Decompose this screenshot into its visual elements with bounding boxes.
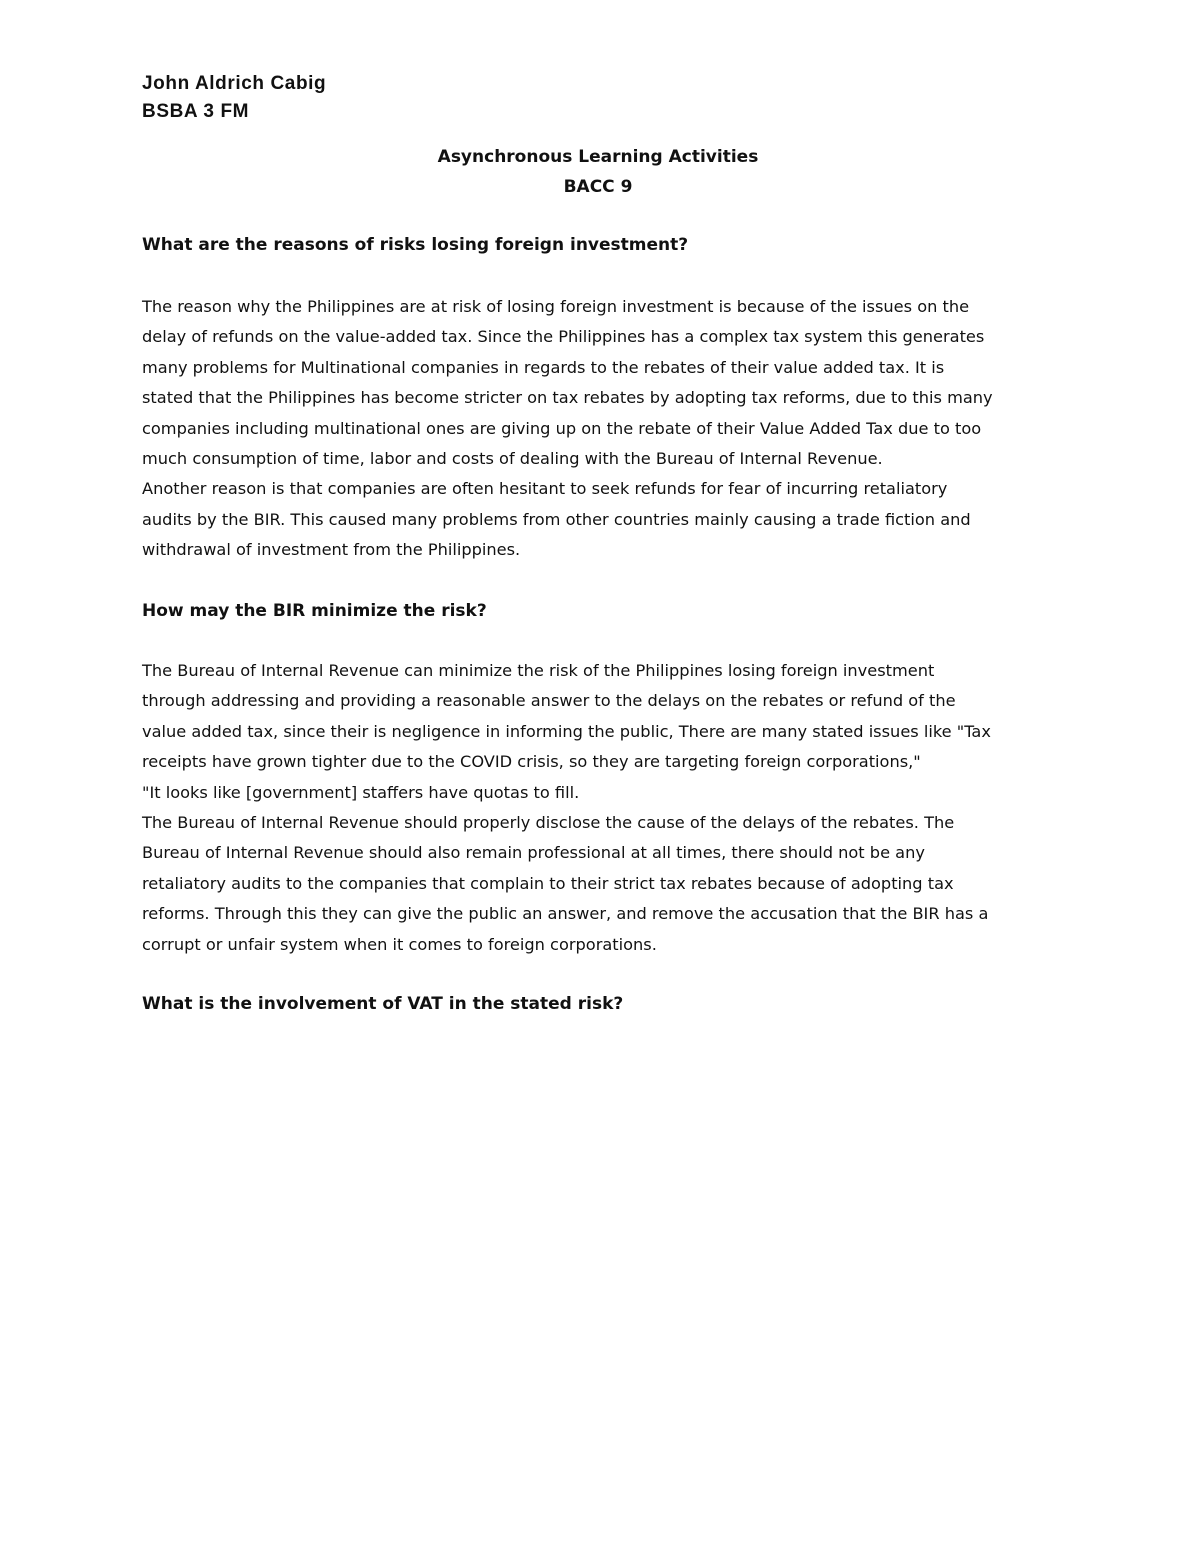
text-line: Bureau of Internal Revenue should also remain professional at all times, there should not be any [142, 843, 925, 863]
document-title: Asynchronous Learning Activities [437, 147, 759, 167]
text-line: receipts have grown tighter due to the COVID crisis, so they are targeting foreign corporations," [142, 752, 921, 772]
text-line: stated that the Philippines has become stricter on tax rebates by adopting tax reforms, due to this many [142, 388, 993, 408]
author-block [142, 70, 326, 126]
course-code: BACC 9 [563, 177, 633, 197]
text-line: The Bureau of Internal Revenue can minimize the risk of the Philippines losing foreign investment [142, 661, 935, 680]
author-program: BSBA 3 FM [142, 101, 250, 122]
text-line: much consumption of time, labor and costs of dealing with the Bureau of Internal Revenue. [142, 449, 883, 469]
question-heading-2: How may the BIR minimize the risk? [142, 601, 487, 621]
text-line: "It looks like [government] staffers have quotas to fill. [142, 782, 580, 802]
text-line: withdrawal of investment from the Philippines. [142, 540, 521, 560]
text-line: reforms. Through this they can give the public an answer, and remove the accusation that the BIR has a [142, 904, 989, 924]
question-heading-3: What is the involvement of VAT in the stated risk? [142, 994, 624, 1014]
text-line: retaliatory audits to the companies that complain to their strict tax rebates because of adopting tax [142, 873, 954, 893]
text-line: The Bureau of Internal Revenue should properly disclose the cause of the delays of the rebates. The [142, 813, 955, 833]
text-line: delay of refunds on the value-added tax. Since the Philippines has a complex tax system this generates [142, 327, 985, 347]
question-heading-1: What are the reasons of risks losing foreign investment? [142, 235, 689, 255]
text-line: value added tax, since their is negligence in informing the public, There are many stated issues like "Tax [142, 721, 991, 741]
answer-paragraph-2 [142, 656, 1072, 960]
text-line: corrupt or unfair system when it comes to foreign corporations. [142, 934, 657, 954]
author-name: John Aldrich Cabig [142, 73, 327, 94]
text-line: through addressing and providing a reasonable answer to the delays on the rebates or refund of the [142, 691, 956, 711]
answer-paragraph-1 [142, 292, 1072, 566]
text-line: The reason why the Philippines are at risk of losing foreign investment is because of the issues on the [142, 297, 970, 316]
title-block [0, 142, 1200, 202]
text-line: many problems for Multinational companies in regards to the rebates of their value added tax. It is [142, 357, 945, 377]
text-line: Another reason is that companies are often hesitant to seek refunds for fear of incurring retaliatory [142, 479, 948, 499]
text-line: companies including multinational ones are giving up on the rebate of their Value Added Tax due to too [142, 418, 982, 438]
text-line: audits by the BIR. This caused many problems from other countries mainly causing a trade fiction and [142, 509, 971, 529]
